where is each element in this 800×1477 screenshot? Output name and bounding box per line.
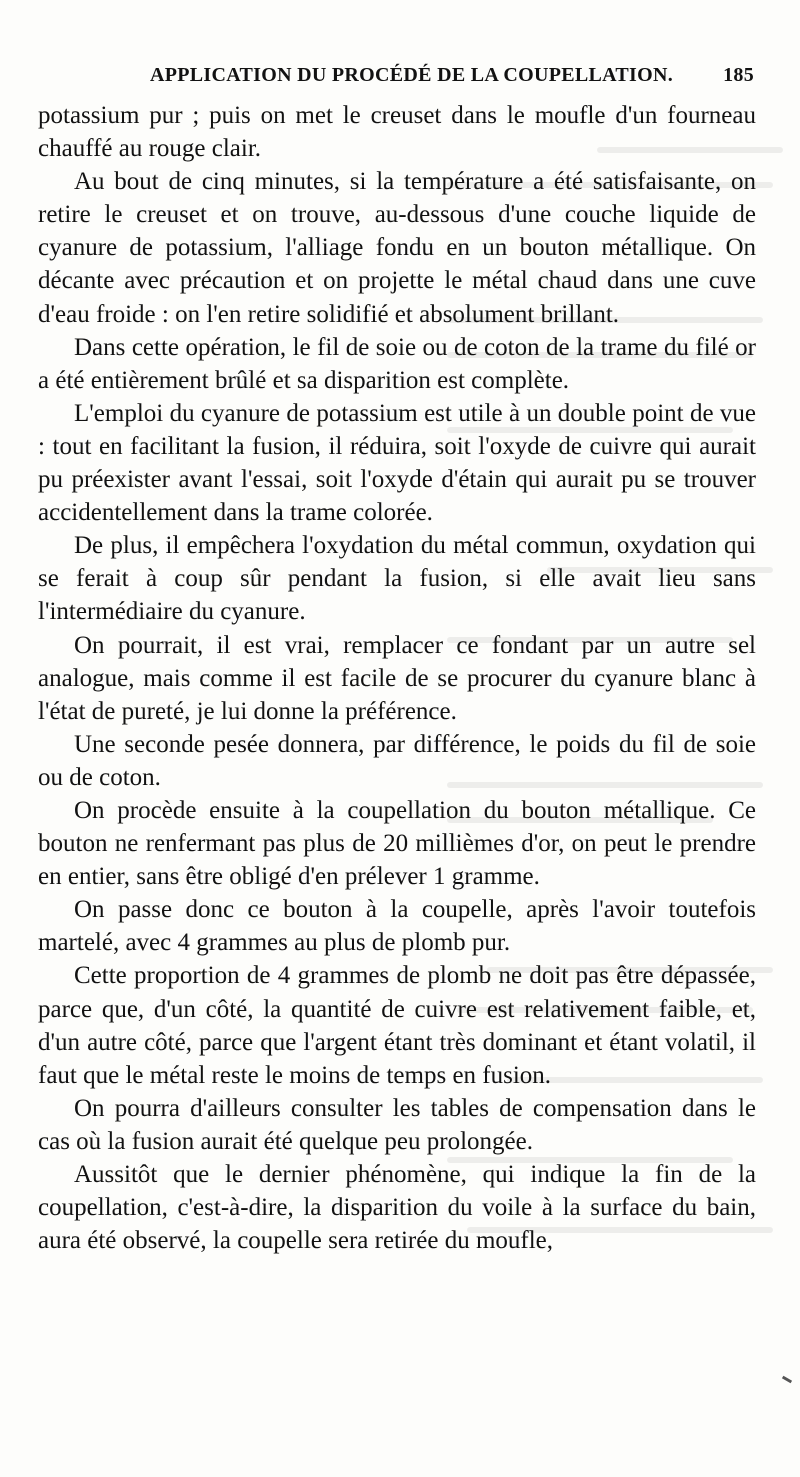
paragraph: Une seconde pesée donnera, par différence, le poids du fil de soie ou de coton. (38, 730, 756, 791)
paragraph: On passe donc ce bouton à la coupelle, après l'avoir toutefois martelé, avec 4 grammes au plus de plomb pur. (38, 896, 756, 957)
body-text (38, 99, 756, 1257)
paragraph: De plus, il empêchera l'oxydation du métal commun, oxydation qui se ferait à coup sûr pendant la fusion, si elle avait lieu sans l'intermédiaire du cyanure. (38, 532, 756, 626)
paragraph: On pourrait, il est vrai, remplacer ce fondant par un autre sel analogue, mais comme il est facile de se procurer du cyanure blanc à l'état de pureté, je lui donne la préférence. (38, 631, 756, 725)
paragraph: Cette proportion de 4 grammes de plomb ne doit pas être dépassée, parce que, d'un côté, la quantité de cuivre est relativement faible, et, d'un autre côté, parce que l'argent étant très dominant et étant volatil, il faut que le métal reste le moins de temps en fusion. (38, 962, 756, 1089)
paragraph: potassium pur ; puis on met le creuset dans le moufle d'un fourneau chauffé au rouge clair. (38, 102, 756, 163)
paragraph: Dans cette opération, le fil de soie ou de coton de la trame du filé or a été entièrement brûlé et sa disparition est complète. (38, 333, 756, 394)
running-title: APPLICATION DU PROCÉDÉ DE LA COUPELLATION. (150, 64, 674, 86)
paragraph: On procède ensuite à la coupellation du bouton métallique. Ce bouton ne renfermant pas plus de 20 millièmes d'or, on peut le prendre en entier, sans être obligé d'en prélever 1 gramme. (38, 796, 756, 891)
scan-edge-mark (782, 1376, 792, 1384)
paragraph: Au bout de cinq minutes, si la température a été satisfaisante, on retire le creuset et on trouve, au-dessous d'une couche liquide de cyanure de potassium, l'alliage fondu en un bouton métallique. On décante avec précaution et on projette le métal chaud dans une cuve d'eau froide : on l'en retire solidifié et absolument brillant. (38, 168, 756, 328)
paragraph: On pourra d'ailleurs consulter les tables de compensation dans le cas où la fusion aurait été quelque peu prolongée. (38, 1094, 756, 1155)
paragraph: L'emploi du cyanure de potassium est utile à un double point de vue : tout en facilitant la fusion, il réduira, soit l'oxyde de cuivre qui aurait pu préexister avant l'essai, soit l'oxyde d'étain qui aurait pu se trouver accidentellement dans la trame colorée. (38, 399, 756, 527)
page-number: 185 (723, 64, 754, 86)
running-header (58, 64, 754, 88)
paragraph: Aussitôt que le dernier phénomène, qui indique la fin de la coupellation, c'est-à-dire, la disparition du voile à la surface du bain, aura été observé, la coupelle sera retirée du moufle, (38, 1161, 756, 1255)
